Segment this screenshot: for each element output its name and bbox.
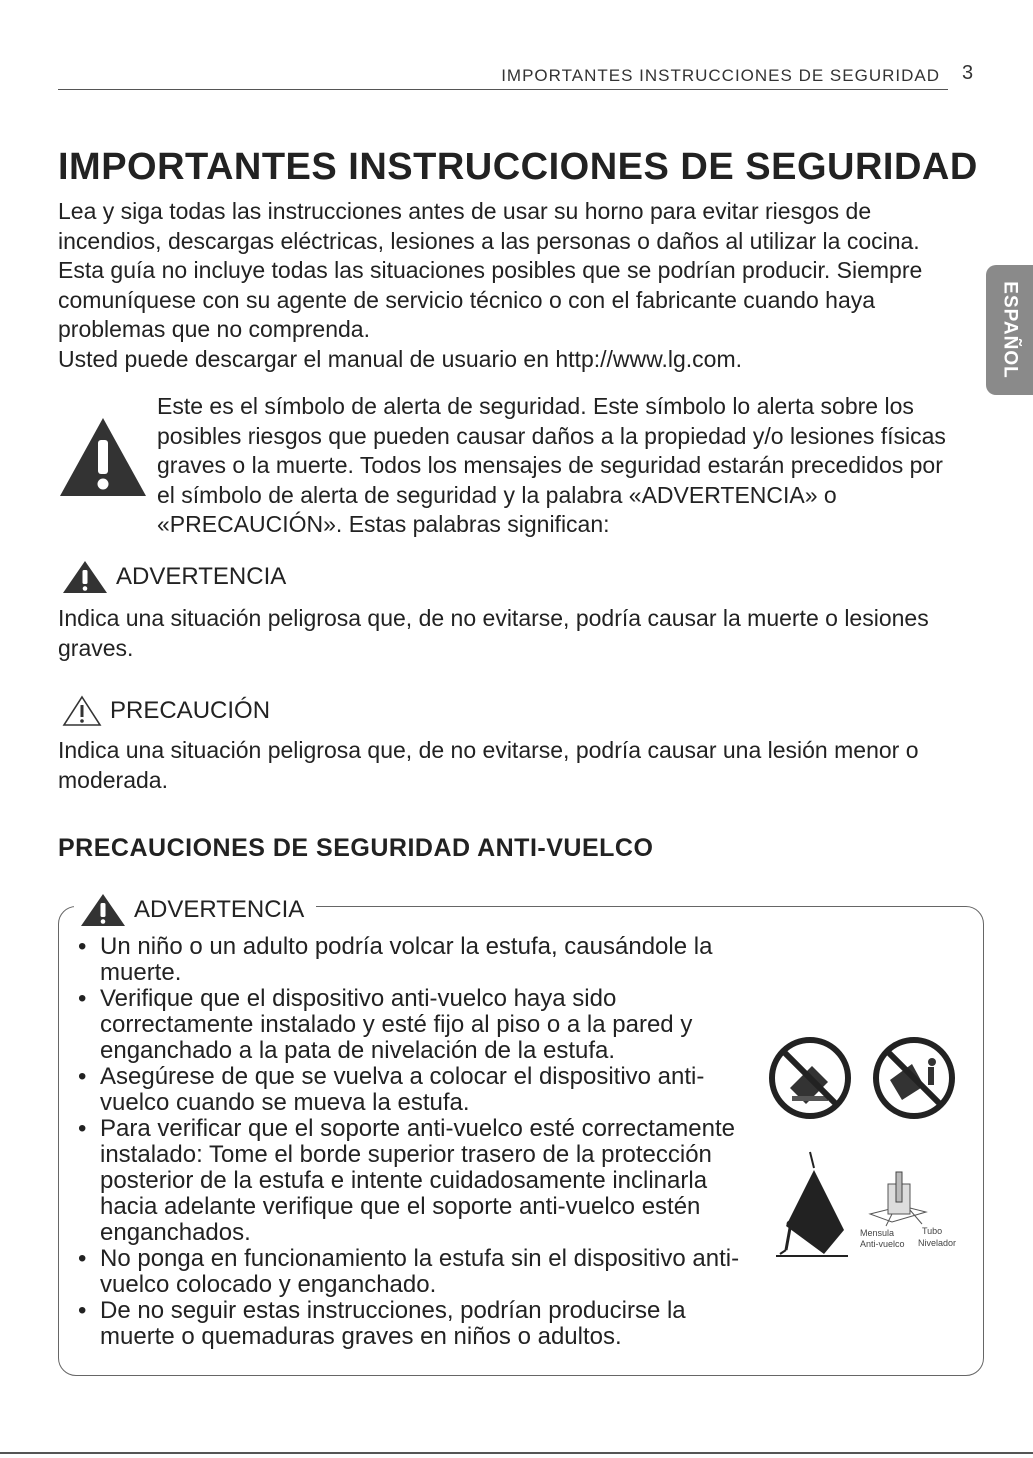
bracket-label-line1: Mensula <box>860 1228 895 1238</box>
no-tipping-range-icon <box>768 1036 852 1120</box>
download-note: Usted puede descargar el manual de usuario en http://www.lg.com. <box>58 345 742 372</box>
page-number: 3 <box>962 62 974 84</box>
language-tab-label: ESPAÑOL <box>999 281 1021 379</box>
tipping-range-illustration <box>776 1150 848 1260</box>
list-item: • Un niño o un adulto podría volcar la estufa, causándole la muerte. <box>74 934 754 986</box>
list-item: • Verifique que el dispositivo anti-vuelco haya sido correctamente instalado y esté fijo al piso o a la pared y enganchado a la pata de nivelación de la estufa. <box>74 986 754 1064</box>
list-item: • Asegúrese de que se vuelva a colocar el dispositivo anti-vuelco cuando se mueva la estufa. <box>74 1064 754 1116</box>
caution-triangle-icon <box>62 695 102 727</box>
no-climbing-icon <box>872 1036 956 1120</box>
alert-triangle-icon <box>58 416 148 498</box>
intro-section <box>58 197 963 374</box>
precaucion-label: PRECAUCIÓN <box>110 697 271 724</box>
list-item: • De no seguir estas instrucciones, podrían producirse la muerte o quemaduras graves en niños o adultos. <box>74 1298 754 1350</box>
anti-tip-bracket-illustration <box>862 1170 942 1228</box>
advertencia-text: Indica una situación peligrosa que, de no evitarse, podría causar la muerte o lesiones graves. <box>58 605 929 661</box>
anti-tip-box-title: ADVERTENCIA <box>134 896 305 923</box>
intro-paragraph: Lea y siga todas las instrucciones antes de usar su horno para evitar riesgos de incendios, descargas eléctricas, lesiones a las personas o daños al utilizar la cocina. Esta guía no incluye todas las situaciones posibles que se podrían producir. Siempre comuníquese con su agente de servicio técnico o con el fabricante cuando haya problemas que no comprenda. <box>58 198 923 342</box>
language-tab[interactable] <box>986 265 1033 395</box>
alert-symbol-text: Este es el símbolo de alerta de seguridad. Este símbolo lo alerta sobre los posibles riesgos que pueden causar daños a la propiedad y/o lesiones físicas graves o la muerte. Todos los mensajes de seguridad estarán precedidos por el símbolo de alerta de seguridad y la palabra «ADVERTENCIA» o «PRECAUCIÓN». Estas palabras significan: <box>157 393 946 537</box>
advertencia-label: ADVERTENCIA <box>116 563 287 590</box>
anti-tip-heading: PRECAUCIONES DE SEGURIDAD ANTI-VUELCO <box>58 834 654 862</box>
anti-tip-bullet-list <box>74 934 754 1350</box>
advertencia-heading <box>62 560 286 594</box>
precaucion-heading <box>62 695 270 727</box>
bracket-label-line2: Anti-vuelco <box>860 1239 905 1249</box>
leveler-label-line2: Nivelador <box>918 1238 957 1248</box>
precaucion-text: Indica una situación peligrosa que, de no evitarse, podría causar una lesión menor o moderada. <box>58 737 919 793</box>
running-head: IMPORTANTES INSTRUCCIONES DE SEGURIDAD <box>501 66 940 85</box>
header-rule <box>58 89 948 90</box>
warning-triangle-icon <box>62 560 108 594</box>
leveler-label-line1: Tubo <box>922 1226 943 1236</box>
warning-triangle-icon <box>80 893 126 927</box>
page-title: IMPORTANTES INSTRUCCIONES DE SEGURIDAD <box>58 146 978 188</box>
list-item: • No ponga en funcionamiento la estufa sin el dispositivo anti-vuelco colocado y enganchado. <box>74 1246 754 1298</box>
bottom-rule <box>0 1452 1033 1454</box>
alert-symbol-explanation <box>157 392 967 540</box>
anti-tip-box-label <box>74 893 316 927</box>
list-item: • Para verificar que el soporte anti-vuelco esté correctamente instalado: Tome el borde superior trasero de la protección posterior de la estufa e intente cuidadosamente inclinarla hacia adelante verifique que el soporte anti-vuelco estén enganchados. <box>74 1116 754 1246</box>
